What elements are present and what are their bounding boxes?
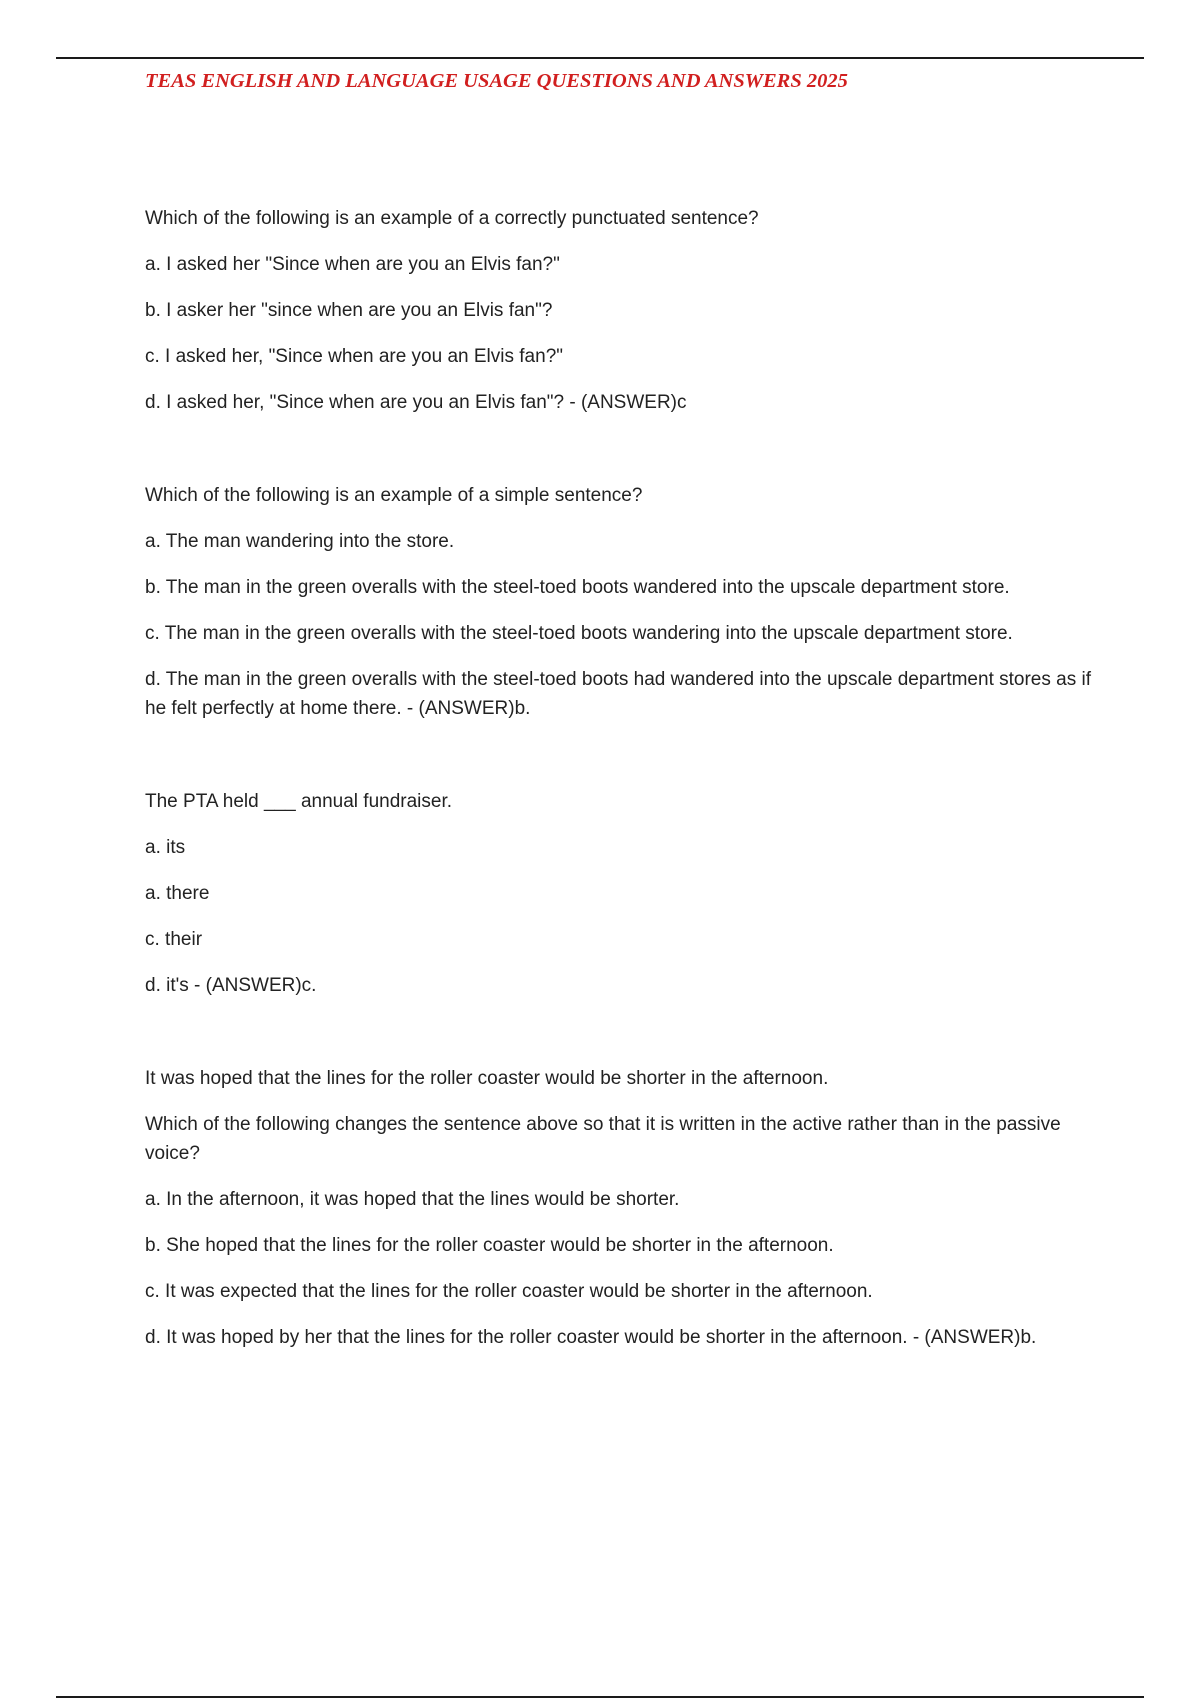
option-c: c. their [145, 929, 203, 950]
document-body [145, 204, 1095, 1416]
option-d-answer: d. it's - (ANSWER)c. [145, 975, 317, 996]
option-c: c. I asked her, "Since when are you an Elvis fan?" [145, 346, 563, 367]
document-title: TEAS ENGLISH AND LANGUAGE USAGE QUESTIONS AND ANSWERS 2025 [145, 70, 848, 92]
question-text: The PTA held ___ annual fundraiser. [145, 791, 453, 812]
question-text: Which of the following is an example of a simple sentence? [145, 485, 643, 506]
option-b: b. I asker her "since when are you an Elvis fan"? [145, 300, 553, 321]
option-d-answer: d. The man in the green overalls with the steel-toed boots had wandered into the upscale department stores as if he felt perfectly at home there. - (ANSWER)b. [145, 669, 1091, 719]
option-a: a. I asked her "Since when are you an Elvis fan?" [145, 254, 560, 275]
option-c: c. It was expected that the lines for the roller coaster would be shorter in the afternoon. [145, 1281, 873, 1302]
option-b: a. there [145, 883, 210, 904]
option-a: a. its [145, 837, 186, 858]
option-a: a. The man wandering into the store. [145, 531, 455, 552]
question-4 [145, 1064, 1095, 1352]
option-b: b. She hoped that the lines for the roller coaster would be shorter in the afternoon. [145, 1235, 834, 1256]
question-sentence: It was hoped that the lines for the roller coaster would be shorter in the afternoon. [145, 1068, 829, 1089]
question-text: Which of the following changes the sentence above so that it is written in the active rather than in the passive voice? [145, 1114, 1061, 1164]
question-1 [145, 204, 1095, 417]
question-2 [145, 481, 1095, 723]
option-d-answer: d. It was hoped by her that the lines for the roller coaster would be shorter in the afternoon. - (ANSWER)b. [145, 1327, 1037, 1348]
option-c: c. The man in the green overalls with the steel-toed boots wandering into the upscale department store. [145, 623, 1013, 644]
option-a: a. In the afternoon, it was hoped that the lines would be shorter. [145, 1189, 680, 1210]
question-text: Which of the following is an example of a correctly punctuated sentence? [145, 208, 759, 229]
header-rule [56, 57, 1144, 59]
option-d-answer: d. I asked her, "Since when are you an Elvis fan"? - (ANSWER)c [145, 392, 687, 413]
option-b: b. The man in the green overalls with the steel-toed boots wandered into the upscale department store. [145, 577, 1010, 598]
question-3 [145, 787, 1095, 1000]
footer-rule [56, 1696, 1144, 1698]
